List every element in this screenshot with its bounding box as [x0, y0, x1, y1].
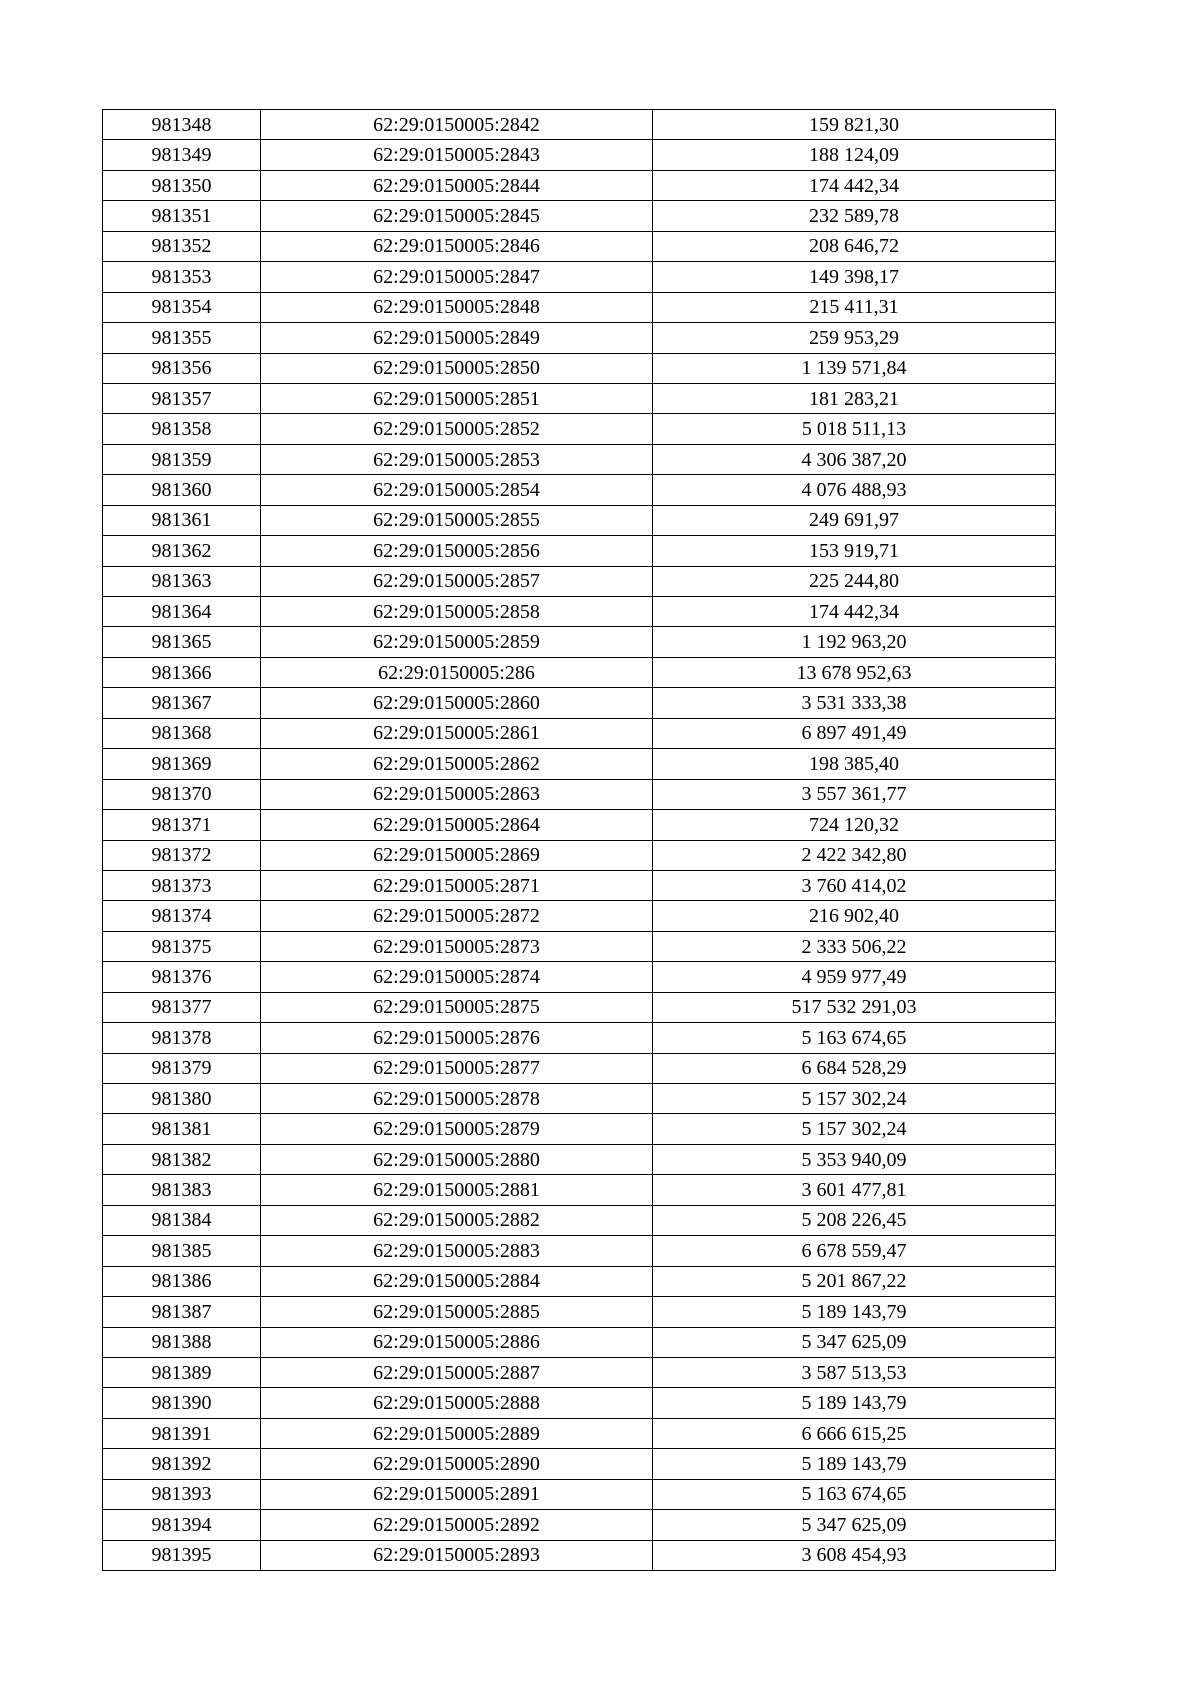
table-row	[103, 1084, 1056, 1114]
table-row	[103, 292, 1056, 322]
cadastral-value-cell: 153 919,71	[653, 536, 1056, 566]
cadastral-number-cell: 62:29:0150005:2842	[261, 110, 653, 140]
cadastral-number-cell: 62:29:0150005:2864	[261, 810, 653, 840]
table-row	[103, 475, 1056, 505]
table-row	[103, 1205, 1056, 1235]
table-row	[103, 688, 1056, 718]
cadastral-number-cell: 62:29:0150005:2860	[261, 688, 653, 718]
row-number-cell: 981380	[103, 1084, 261, 1114]
table-body	[103, 110, 1056, 1571]
row-number-cell: 981369	[103, 749, 261, 779]
cadastral-value-cell: 3 608 454,93	[653, 1540, 1056, 1570]
cadastral-number-cell: 62:29:0150005:2885	[261, 1297, 653, 1327]
row-number-cell: 981373	[103, 870, 261, 900]
row-number-cell: 981385	[103, 1236, 261, 1266]
cadastral-value-cell: 2 333 506,22	[653, 931, 1056, 961]
table-row	[103, 1297, 1056, 1327]
cadastral-number-cell: 62:29:0150005:2877	[261, 1053, 653, 1083]
cadastral-number-cell: 62:29:0150005:2891	[261, 1479, 653, 1509]
cadastral-value-cell: 5 353 940,09	[653, 1144, 1056, 1174]
cadastral-number-cell: 62:29:0150005:2853	[261, 444, 653, 474]
row-number-cell: 981375	[103, 931, 261, 961]
cadastral-number-cell: 62:29:0150005:2881	[261, 1175, 653, 1205]
cadastral-number-cell: 62:29:0150005:2890	[261, 1449, 653, 1479]
row-number-cell: 981371	[103, 810, 261, 840]
cadastral-number-cell: 62:29:0150005:2847	[261, 262, 653, 292]
table-row	[103, 1540, 1056, 1570]
cadastral-value-cell: 174 442,34	[653, 170, 1056, 200]
cadastral-value-cell: 208 646,72	[653, 231, 1056, 261]
row-number-cell: 981366	[103, 657, 261, 687]
row-number-cell: 981381	[103, 1114, 261, 1144]
row-number-cell: 981353	[103, 262, 261, 292]
cadastral-value-cell: 5 157 302,24	[653, 1114, 1056, 1144]
cadastral-value-cell: 4 306 387,20	[653, 444, 1056, 474]
table-row	[103, 140, 1056, 170]
row-number-cell: 981393	[103, 1479, 261, 1509]
cadastral-value-cell: 1 192 963,20	[653, 627, 1056, 657]
row-number-cell: 981382	[103, 1144, 261, 1174]
cadastral-value-cell: 517 532 291,03	[653, 992, 1056, 1022]
row-number-cell: 981392	[103, 1449, 261, 1479]
row-number-cell: 981348	[103, 110, 261, 140]
table-row	[103, 931, 1056, 961]
cadastral-number-cell: 62:29:0150005:2872	[261, 901, 653, 931]
cadastral-value-cell: 724 120,32	[653, 810, 1056, 840]
row-number-cell: 981357	[103, 383, 261, 413]
cadastral-value-cell: 215 411,31	[653, 292, 1056, 322]
cadastral-number-cell: 62:29:0150005:2882	[261, 1205, 653, 1235]
row-number-cell: 981391	[103, 1418, 261, 1448]
table-row	[103, 231, 1056, 261]
cadastral-number-cell: 62:29:0150005:2846	[261, 231, 653, 261]
cadastral-value-cell: 3 760 414,02	[653, 870, 1056, 900]
row-number-cell: 981364	[103, 597, 261, 627]
cadastral-number-cell: 62:29:0150005:2874	[261, 962, 653, 992]
cadastral-number-cell: 62:29:0150005:2863	[261, 779, 653, 809]
table-row	[103, 505, 1056, 535]
row-number-cell: 981358	[103, 414, 261, 444]
table-row	[103, 597, 1056, 627]
row-number-cell: 981394	[103, 1510, 261, 1540]
row-number-cell: 981378	[103, 1023, 261, 1053]
table-row	[103, 627, 1056, 657]
table-row	[103, 1144, 1056, 1174]
cadastral-value-cell: 249 691,97	[653, 505, 1056, 535]
cadastral-value-cell: 3 557 361,77	[653, 779, 1056, 809]
table-row	[103, 383, 1056, 413]
cadastral-number-cell: 62:29:0150005:286	[261, 657, 653, 687]
cadastral-number-cell: 62:29:0150005:2844	[261, 170, 653, 200]
table-row	[103, 1266, 1056, 1296]
cadastral-number-cell: 62:29:0150005:2883	[261, 1236, 653, 1266]
row-number-cell: 981376	[103, 962, 261, 992]
cadastral-value-table	[102, 109, 1056, 1571]
cadastral-number-cell: 62:29:0150005:2848	[261, 292, 653, 322]
cadastral-number-cell: 62:29:0150005:2850	[261, 353, 653, 383]
cadastral-value-cell: 6 684 528,29	[653, 1053, 1056, 1083]
row-number-cell: 981359	[103, 444, 261, 474]
cadastral-value-cell: 5 189 143,79	[653, 1449, 1056, 1479]
cadastral-number-cell: 62:29:0150005:2851	[261, 383, 653, 413]
row-number-cell: 981356	[103, 353, 261, 383]
cadastral-value-cell: 4 076 488,93	[653, 475, 1056, 505]
table-row	[103, 1357, 1056, 1387]
table-row	[103, 1479, 1056, 1509]
table-row	[103, 962, 1056, 992]
cadastral-number-cell: 62:29:0150005:2888	[261, 1388, 653, 1418]
cadastral-value-cell: 198 385,40	[653, 749, 1056, 779]
cadastral-number-cell: 62:29:0150005:2892	[261, 1510, 653, 1540]
row-number-cell: 981350	[103, 170, 261, 200]
row-number-cell: 981388	[103, 1327, 261, 1357]
cadastral-value-cell: 5 347 625,09	[653, 1510, 1056, 1540]
row-number-cell: 981383	[103, 1175, 261, 1205]
cadastral-value-cell: 5 189 143,79	[653, 1388, 1056, 1418]
table-row	[103, 201, 1056, 231]
table-row	[103, 1023, 1056, 1053]
cadastral-value-cell: 181 283,21	[653, 383, 1056, 413]
row-number-cell: 981370	[103, 779, 261, 809]
cadastral-value-cell: 6 678 559,47	[653, 1236, 1056, 1266]
row-number-cell: 981386	[103, 1266, 261, 1296]
cadastral-value-cell: 5 189 143,79	[653, 1297, 1056, 1327]
row-number-cell: 981360	[103, 475, 261, 505]
cadastral-value-cell: 6 897 491,49	[653, 718, 1056, 748]
row-number-cell: 981354	[103, 292, 261, 322]
cadastral-number-cell: 62:29:0150005:2861	[261, 718, 653, 748]
row-number-cell: 981367	[103, 688, 261, 718]
cadastral-number-cell: 62:29:0150005:2852	[261, 414, 653, 444]
table-row	[103, 444, 1056, 474]
table-row	[103, 1236, 1056, 1266]
table-row	[103, 1053, 1056, 1083]
cadastral-value-cell: 188 124,09	[653, 140, 1056, 170]
row-number-cell: 981355	[103, 323, 261, 353]
table-row	[103, 353, 1056, 383]
row-number-cell: 981387	[103, 1297, 261, 1327]
row-number-cell: 981362	[103, 536, 261, 566]
table-row	[103, 170, 1056, 200]
table-row	[103, 749, 1056, 779]
row-number-cell: 981379	[103, 1053, 261, 1083]
table-row	[103, 323, 1056, 353]
row-number-cell: 981372	[103, 840, 261, 870]
cadastral-value-cell: 5 163 674,65	[653, 1479, 1056, 1509]
row-number-cell: 981389	[103, 1357, 261, 1387]
cadastral-number-cell: 62:29:0150005:2843	[261, 140, 653, 170]
table-row	[103, 718, 1056, 748]
cadastral-value-cell: 1 139 571,84	[653, 353, 1056, 383]
table-row	[103, 1327, 1056, 1357]
row-number-cell: 981395	[103, 1540, 261, 1570]
cadastral-number-cell: 62:29:0150005:2887	[261, 1357, 653, 1387]
cadastral-value-cell: 5 157 302,24	[653, 1084, 1056, 1114]
table-row	[103, 992, 1056, 1022]
cadastral-number-cell: 62:29:0150005:2859	[261, 627, 653, 657]
cadastral-value-cell: 159 821,30	[653, 110, 1056, 140]
cadastral-value-cell: 2 422 342,80	[653, 840, 1056, 870]
cadastral-value-cell: 174 442,34	[653, 597, 1056, 627]
cadastral-value-cell: 3 587 513,53	[653, 1357, 1056, 1387]
cadastral-value-cell: 259 953,29	[653, 323, 1056, 353]
cadastral-number-cell: 62:29:0150005:2876	[261, 1023, 653, 1053]
cadastral-value-cell: 6 666 615,25	[653, 1418, 1056, 1448]
cadastral-value-cell: 3 601 477,81	[653, 1175, 1056, 1205]
cadastral-value-cell: 5 163 674,65	[653, 1023, 1056, 1053]
cadastral-value-cell: 149 398,17	[653, 262, 1056, 292]
row-number-cell: 981351	[103, 201, 261, 231]
cadastral-number-cell: 62:29:0150005:2857	[261, 566, 653, 596]
cadastral-value-cell: 5 201 867,22	[653, 1266, 1056, 1296]
cadastral-value-cell: 4 959 977,49	[653, 962, 1056, 992]
table-row	[103, 110, 1056, 140]
cadastral-number-cell: 62:29:0150005:2879	[261, 1114, 653, 1144]
table-row	[103, 1510, 1056, 1540]
table-row	[103, 840, 1056, 870]
cadastral-number-cell: 62:29:0150005:2856	[261, 536, 653, 566]
table-row	[103, 810, 1056, 840]
cadastral-number-cell: 62:29:0150005:2854	[261, 475, 653, 505]
cadastral-number-cell: 62:29:0150005:2849	[261, 323, 653, 353]
row-number-cell: 981384	[103, 1205, 261, 1235]
row-number-cell: 981377	[103, 992, 261, 1022]
cadastral-number-cell: 62:29:0150005:2880	[261, 1144, 653, 1174]
row-number-cell: 981361	[103, 505, 261, 535]
cadastral-number-cell: 62:29:0150005:2862	[261, 749, 653, 779]
table-row	[103, 657, 1056, 687]
table-row	[103, 262, 1056, 292]
table-row	[103, 1114, 1056, 1144]
row-number-cell: 981363	[103, 566, 261, 596]
cadastral-number-cell: 62:29:0150005:2893	[261, 1540, 653, 1570]
cadastral-value-cell: 5 018 511,13	[653, 414, 1056, 444]
cadastral-number-cell: 62:29:0150005:2871	[261, 870, 653, 900]
table-row	[103, 779, 1056, 809]
table-row	[103, 1418, 1056, 1448]
cadastral-value-cell: 5 347 625,09	[653, 1327, 1056, 1357]
table-row	[103, 414, 1056, 444]
cadastral-value-cell: 13 678 952,63	[653, 657, 1056, 687]
row-number-cell: 981390	[103, 1388, 261, 1418]
cadastral-value-cell: 5 208 226,45	[653, 1205, 1056, 1235]
row-number-cell: 981374	[103, 901, 261, 931]
cadastral-number-cell: 62:29:0150005:2855	[261, 505, 653, 535]
cadastral-number-cell: 62:29:0150005:2878	[261, 1084, 653, 1114]
table-row	[103, 1449, 1056, 1479]
table-row	[103, 901, 1056, 931]
cadastral-value-cell: 216 902,40	[653, 901, 1056, 931]
cadastral-value-cell: 225 244,80	[653, 566, 1056, 596]
row-number-cell: 981365	[103, 627, 261, 657]
table-row	[103, 870, 1056, 900]
cadastral-number-cell: 62:29:0150005:2889	[261, 1418, 653, 1448]
table-row	[103, 536, 1056, 566]
row-number-cell: 981349	[103, 140, 261, 170]
table-row	[103, 1175, 1056, 1205]
cadastral-number-cell: 62:29:0150005:2869	[261, 840, 653, 870]
cadastral-number-cell: 62:29:0150005:2886	[261, 1327, 653, 1357]
cadastral-number-cell: 62:29:0150005:2873	[261, 931, 653, 961]
cadastral-value-cell: 232 589,78	[653, 201, 1056, 231]
cadastral-number-cell: 62:29:0150005:2875	[261, 992, 653, 1022]
cadastral-number-cell: 62:29:0150005:2845	[261, 201, 653, 231]
table-row	[103, 1388, 1056, 1418]
cadastral-value-cell: 3 531 333,38	[653, 688, 1056, 718]
cadastral-number-cell: 62:29:0150005:2884	[261, 1266, 653, 1296]
table-row	[103, 566, 1056, 596]
row-number-cell: 981368	[103, 718, 261, 748]
cadastral-number-cell: 62:29:0150005:2858	[261, 597, 653, 627]
row-number-cell: 981352	[103, 231, 261, 261]
